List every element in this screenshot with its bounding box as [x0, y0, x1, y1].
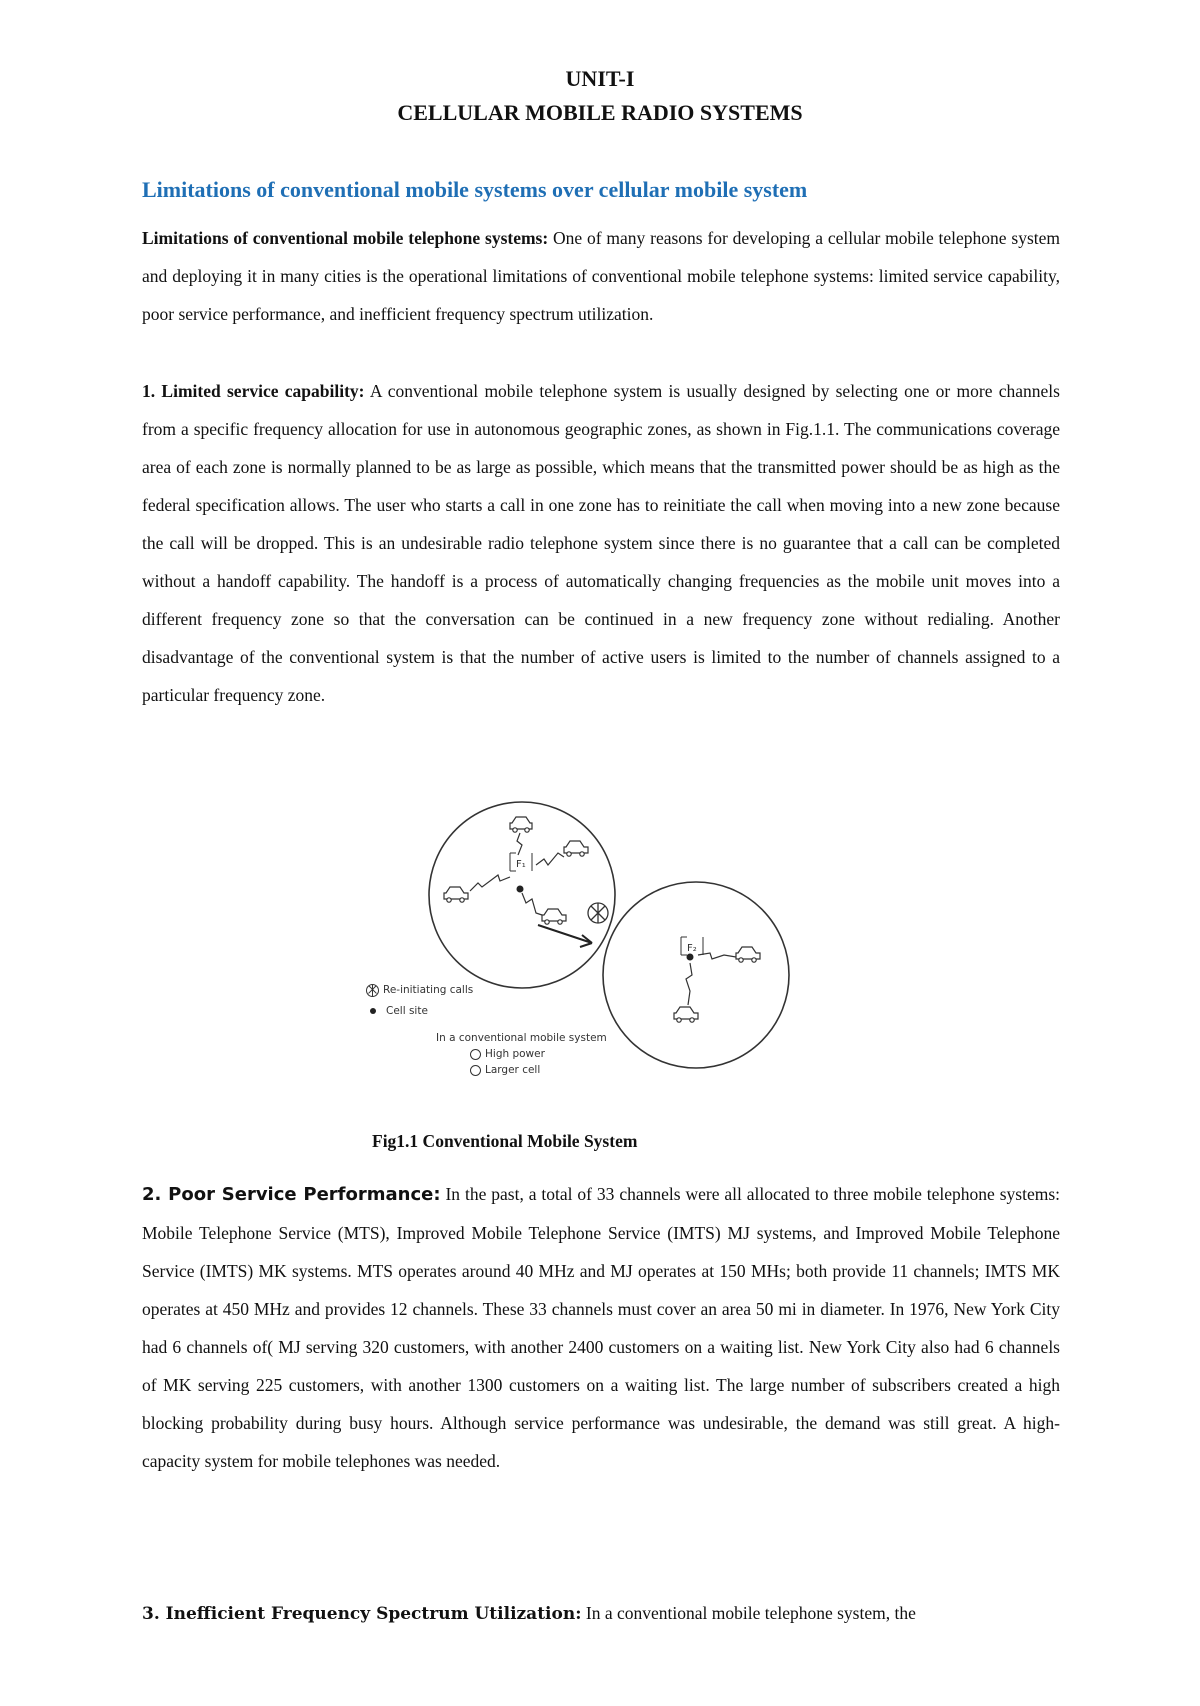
conventional-system-figure: [360, 795, 790, 1100]
car-icon: [564, 841, 588, 856]
unit-title: UNIT-I: [565, 66, 635, 91]
figure-caption: Fig1.1 Conventional Mobile System: [372, 1131, 638, 1151]
zone-1-circle: [429, 802, 615, 988]
reinitiate-legend-icon: [366, 984, 379, 997]
larger-cell-legend-icon: [470, 1065, 481, 1076]
legend-row-larger: [470, 1063, 540, 1077]
limited-service-body: A conventional mobile telephone system is usually designed by selecting one or more channels from a specific frequency allocation for use in autonomous geographic zones, as shown in Fig.1.1. The communications coverage area of each zone is normally planned to be as large as possible, which means that the transmitted power should be as high as the federal specification allows. The user who starts a call in one zone has to reinitiate the call when moving into a new zone because the call will be dropped. This is an undesirable radio telephone system since there is no guarantee that a call can be completed without a handoff capability. The handoff is a process of automatically changing frequencies as the mobile unit moves into a different frequency zone so that the conversation can be continued in a new frequency zone without redialing. Another disadvantage of the conventional system is that the number of active users is limited to the number of channels assigned to a particular frequency zone.: [142, 381, 1060, 705]
spectrum-lead: 3. Inefficient Frequency Spectrum Utilization:: [142, 1604, 582, 1624]
poor-service-lead: 2. Poor Service Performance:: [142, 1184, 441, 1205]
link-top: [517, 833, 522, 855]
zone-2-circle: [603, 882, 789, 1068]
legend-reinit-text: Re-initiating calls: [383, 984, 474, 996]
link-bottom-2: [686, 963, 692, 1005]
poor-service-paragraph: [142, 1175, 1060, 1480]
reinitiate-call-icon: [588, 903, 608, 923]
intro-lead: Limitations of conventional mobile telephone systems:: [142, 228, 549, 248]
link-bottom: [522, 893, 542, 915]
f1-label: F₁: [516, 859, 526, 870]
link-right: [536, 853, 564, 865]
legend-row-reinit: [366, 983, 473, 997]
intro-body: One of many reasons for developing a cellular mobile telephone system and deploying it in many cities is the operational limitations of conventional mobile telephone systems: limited service capability, poor service performance, and inefficient frequency spectrum utilization.: [142, 228, 1061, 324]
legend-row-power: [470, 1047, 545, 1061]
legend-cell-text: Cell site: [386, 1005, 428, 1017]
car-icon: [510, 817, 532, 832]
link-left: [470, 875, 510, 891]
section-heading: Limitations of conventional mobile systems over cellular mobile system: [142, 177, 808, 202]
car-icon: [444, 887, 468, 902]
legend-title: In a conventional mobile system: [436, 1032, 607, 1044]
cell-site-legend-icon: [370, 1008, 376, 1014]
limited-service-paragraph: [142, 372, 1060, 714]
high-power-legend-icon: [470, 1049, 481, 1060]
poor-service-body: In the past, a total of 33 channels were all allocated to three mobile telephone systems: Mobile Telephone Service (MTS), Improved Mobile Telephone Service (IMTS) MJ systems, and Improved Mobile Telephone Service (IMTS) MK systems. MTS operates around 40 MHz and MJ operates at 150 MHs; both provide 11 channels; IMTS MK operates at 450 MHz and provides 12 channels. These 33 channels must cover an area 50 mi in diameter. In 1976, New York City had 6 channels of( MJ serving 320 customers, with another 2400 customers on a waiting list. New York City also had 6 channels of MK serving 225 customers, with another 1300 customers on a waiting list. The large number of subscribers created a high blocking probability during busy hours. Although service performance was undesirable, the demand was still great. A high-capacity system for mobile telephones was needed.: [142, 1184, 1060, 1471]
spectrum-body: In a conventional mobile telephone system, the: [581, 1603, 916, 1623]
car-icon: [736, 947, 760, 962]
limited-service-lead: 1. Limited service capability:: [142, 381, 365, 401]
legend-power-text: High power: [485, 1048, 545, 1060]
legend-row-cell: [370, 1004, 428, 1018]
car-icon: [542, 909, 566, 924]
cell-site-2: [687, 954, 694, 961]
link-right-2: [698, 953, 736, 959]
chapter-title: CELLULAR MOBILE RADIO SYSTEMS: [397, 100, 803, 125]
car-icon: [674, 1007, 698, 1022]
legend-larger-text: Larger cell: [485, 1064, 541, 1076]
cell-site-1: [517, 886, 524, 893]
intro-paragraph: [142, 219, 1060, 333]
f2-label: F₂: [687, 943, 697, 954]
figure-diagram: [360, 795, 790, 1100]
spectrum-paragraph: [142, 1594, 1060, 1633]
handoff-arrow: [538, 925, 592, 943]
